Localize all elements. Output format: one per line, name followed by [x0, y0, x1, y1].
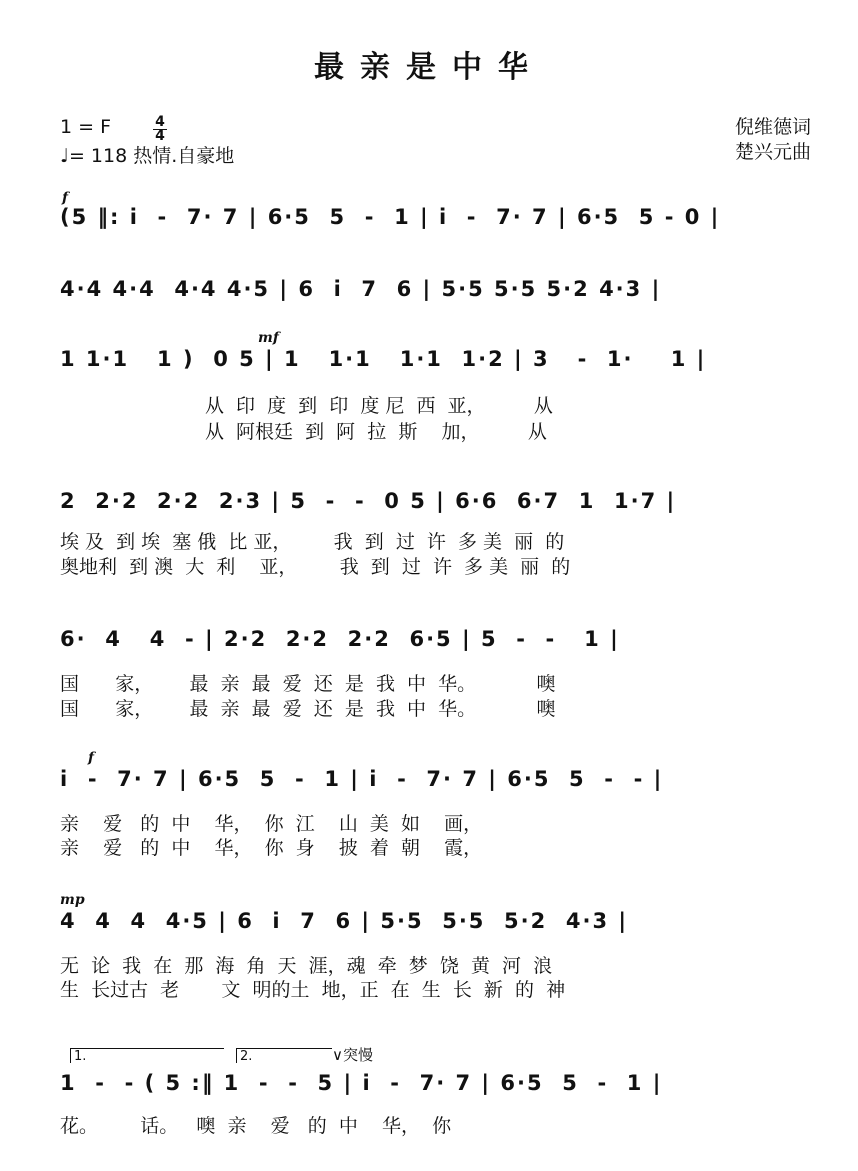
- lyric-line-1: 国 家， 最 亲 最 爱 还 是 我 中 华。 噢: [60, 673, 556, 695]
- lyric-line-1: 亲 爱 的 中 华， 你 江 山 美 如 画，: [60, 813, 483, 835]
- lyricist-credit: 倪维德词: [735, 116, 812, 138]
- second-ending-bracket: 2.: [236, 1048, 332, 1063]
- first-ending-bracket: 1.: [70, 1048, 224, 1063]
- dynamic-marking: mp: [60, 892, 85, 908]
- dynamic-marking: f: [62, 190, 69, 206]
- notation-line: (5 ‖: i - 7· 7 | 6·5 5 - 1 | i - 7· 7 | 6·5 5 - 0 |: [60, 205, 721, 229]
- dynamic-marking: f: [88, 750, 95, 766]
- song-title: 最亲是中华: [314, 50, 544, 85]
- key-signature: 1 = F: [60, 116, 112, 138]
- notation-line: 4 4 4 4·5 | 6 i 7 6 | 5·5 5·5 5·2 4·3 |: [60, 909, 629, 933]
- lyric-line-2: 从 阿根廷 到 阿 拉 斯 加， 从: [60, 421, 547, 443]
- dynamic-marking: mf: [258, 330, 279, 346]
- notation-line: 1 - - ( 5 :‖ 1 - - 5 | i - 7· 7 | 6·5 5 - 1 |: [60, 1071, 663, 1095]
- lyric-line-1: 无 论 我 在 那 海 角 天 涯，魂 牵 梦 饶 黄 河 浪: [60, 955, 553, 977]
- lyric-line-2: 奥地利 到 澳 大 利 亚， 我 到 过 许 多 美 丽 的: [60, 556, 571, 578]
- time-signature-top: 4: [155, 114, 165, 130]
- time-signature-bottom: 4: [153, 129, 167, 143]
- lyric-line-2: 亲 爱 的 中 华， 你 身 披 着 朝 霞，: [60, 837, 483, 859]
- tempo-change-annotation: ∨突慢: [332, 1046, 373, 1064]
- lyric-line-1: 从 印 度 到 印 度 尼 西 亚， 从: [60, 395, 553, 417]
- notation-line: i - 7· 7 | 6·5 5 - 1 | i - 7· 7 | 6·5 5 - - |: [60, 767, 664, 791]
- notation-line: 4·4 4·4 4·4 4·5 | 6 i 7 6 | 5·5 5·5 5·2 4·3 |: [60, 277, 662, 301]
- notation-line: 2 2·2 2·2 2·3 | 5 - - 0 5 | 6·6 6·7 1 1·7 |: [60, 489, 677, 513]
- composer-credit: 楚兴元曲: [735, 141, 812, 163]
- lyric-line-2: 生 长过古 老 文 明的土 地，正 在 生 长 新 的 神: [60, 979, 566, 1001]
- time-signature: [153, 116, 167, 143]
- lyric-line-1: 埃 及 到 埃 塞 俄 比 亚， 我 到 过 许 多 美 丽 的: [60, 531, 565, 553]
- notation-line: 1 1·1 1 ) 0 5 | 1 1·1 1·1 1·2 | 3 - 1· 1 |: [60, 347, 707, 371]
- tempo-marking: ♩= 118 热情.自豪地: [60, 145, 235, 167]
- lyric-line-1: 花。 话。 噢 亲 爱 的 中 华， 你: [60, 1115, 452, 1137]
- notation-line: 6· 4 4 - | 2·2 2·2 2·2 6·5 | 5 - - 1 |: [60, 627, 620, 651]
- lyric-line-2: 国 家， 最 亲 最 爱 还 是 我 中 华。 噢: [60, 698, 556, 720]
